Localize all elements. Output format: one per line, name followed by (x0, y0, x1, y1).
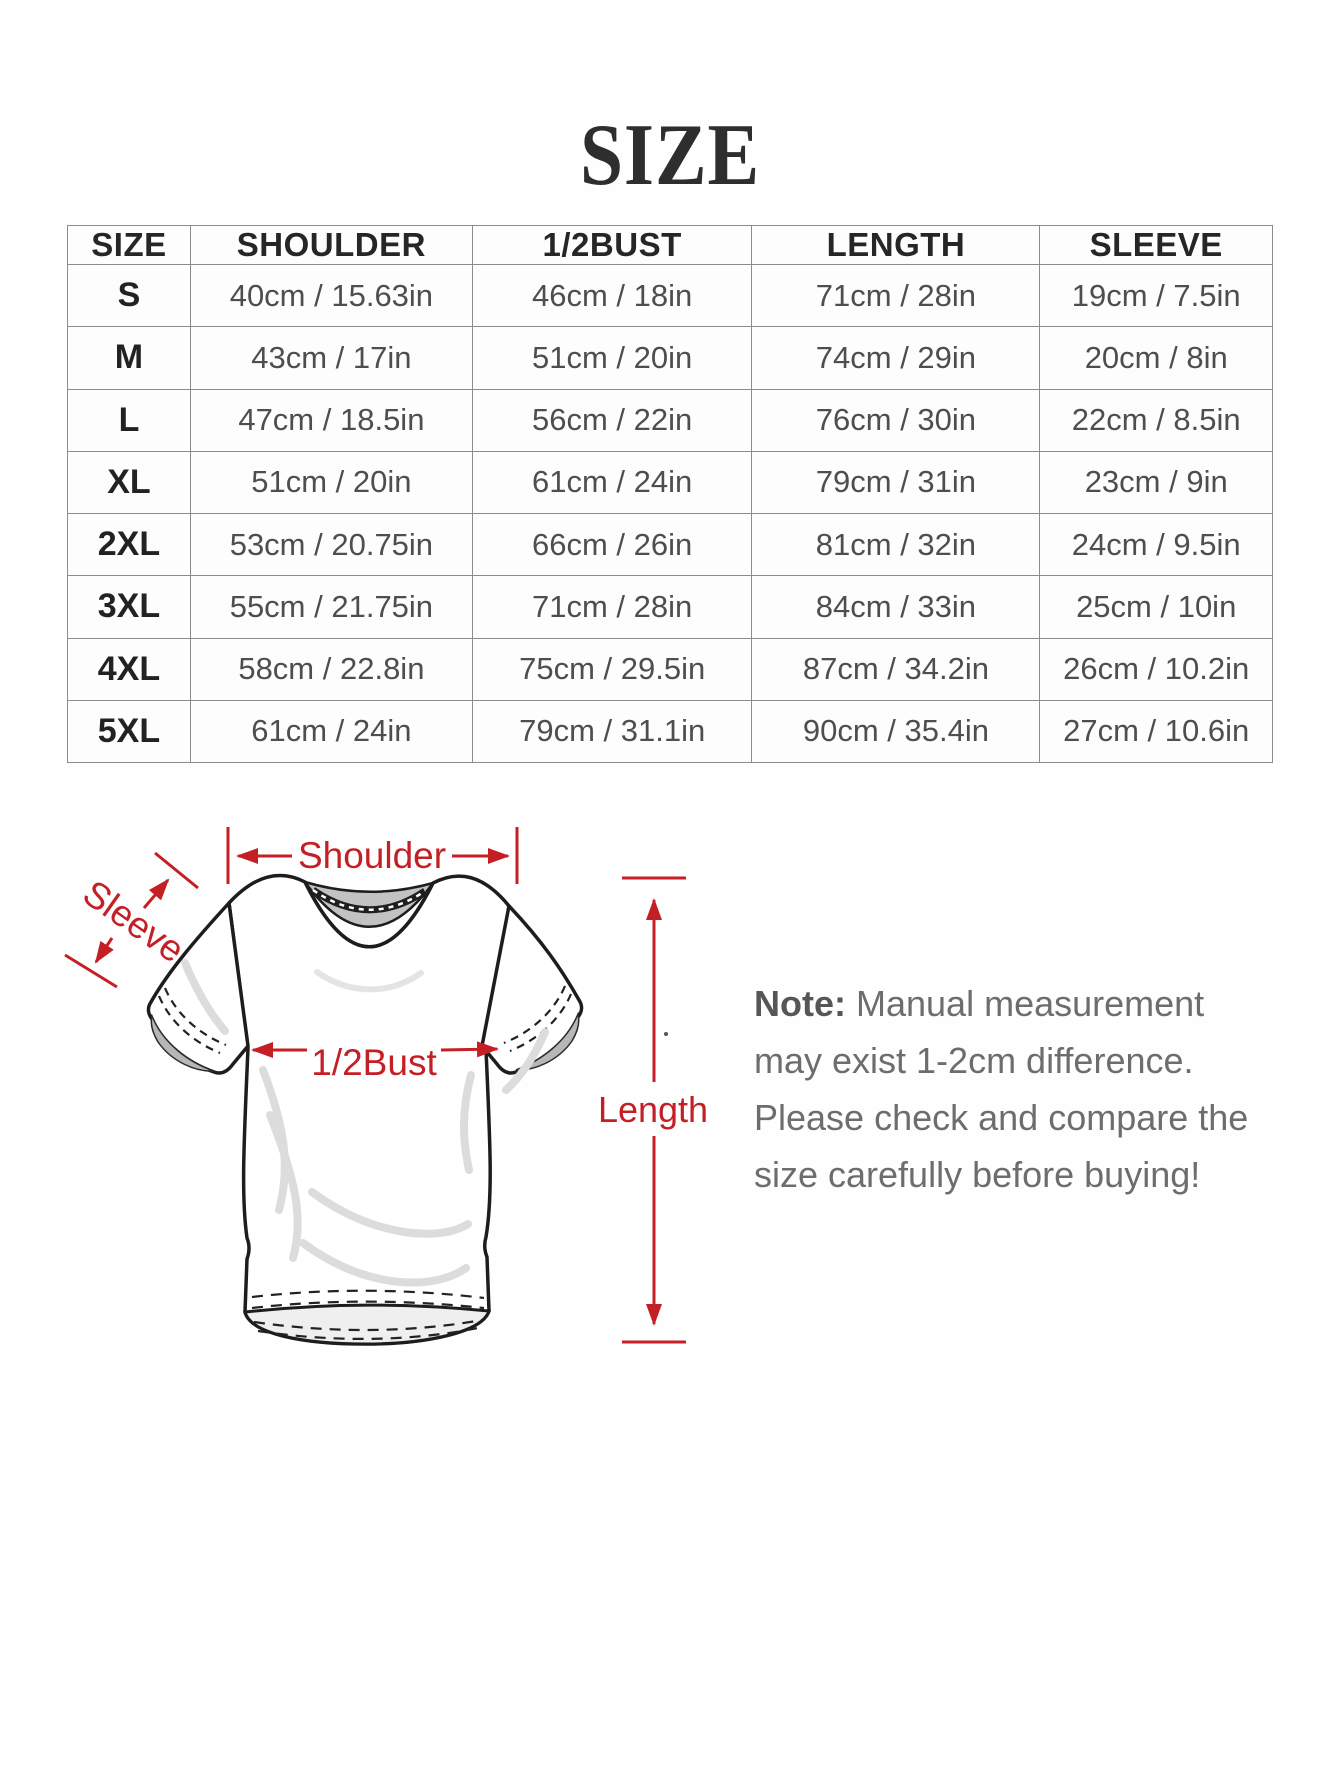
measurement-cell: 74cm / 29in (752, 327, 1040, 389)
size-cell: S (68, 265, 191, 327)
size-cell: L (68, 389, 191, 451)
column-header: 1/2BUST (472, 226, 752, 265)
table-row (68, 389, 1273, 451)
measurement-cell: 56cm / 22in (472, 389, 752, 451)
size-table (67, 225, 1273, 763)
measurement-cell: 46cm / 18in (472, 265, 752, 327)
table-row (68, 576, 1273, 638)
column-header: SIZE (68, 226, 191, 265)
table-row (68, 327, 1273, 389)
tshirt-measurement-diagram (40, 745, 740, 1425)
column-header: SHOULDER (190, 226, 472, 265)
measurement-cell: 79cm / 31.1in (472, 700, 752, 762)
measurement-cell: 87cm / 34.2in (752, 638, 1040, 700)
size-cell: 4XL (68, 638, 191, 700)
length-dimension (598, 878, 708, 1342)
measurement-cell: 47cm / 18.5in (190, 389, 472, 451)
size-cell: 5XL (68, 700, 191, 762)
column-header: SLEEVE (1040, 226, 1273, 265)
measurement-cell: 76cm / 30in (752, 389, 1040, 451)
column-header: LENGTH (752, 226, 1040, 265)
measurement-cell: 25cm / 10in (1040, 576, 1273, 638)
measurement-cell: 23cm / 9in (1040, 451, 1273, 513)
size-cell: M (68, 327, 191, 389)
measurement-cell: 90cm / 35.4in (752, 700, 1040, 762)
measurement-cell: 61cm / 24in (190, 700, 472, 762)
measurement-cell: 27cm / 10.6in (1040, 700, 1273, 762)
measurement-cell: 75cm / 29.5in (472, 638, 752, 700)
note-prefix: Note: (754, 983, 846, 1024)
table-row (68, 451, 1273, 513)
measurement-cell: 66cm / 26in (472, 514, 752, 576)
tshirt-illustration (148, 875, 581, 1344)
measurement-cell: 58cm / 22.8in (190, 638, 472, 700)
measurement-cell: 53cm / 20.75in (190, 514, 472, 576)
measurement-cell: 22cm / 8.5in (1040, 389, 1273, 451)
page-title: SIZE (579, 107, 761, 204)
note-body: Manual measurement may exist 1-2cm difference. Please check and compare the size carefully before buying! (754, 983, 1249, 1195)
measurement-cell: 55cm / 21.75in (190, 576, 472, 638)
size-table-body (68, 265, 1273, 763)
measurement-cell: 19cm / 7.5in (1040, 265, 1273, 327)
measurement-cell: 79cm / 31in (752, 451, 1040, 513)
shoulder-label: Shoulder (297, 835, 447, 876)
table-row (68, 638, 1273, 700)
measurement-note (754, 975, 1269, 1203)
measurement-cell: 51cm / 20in (472, 327, 752, 389)
size-cell: 2XL (68, 514, 191, 576)
size-cell: 3XL (68, 576, 191, 638)
measurement-cell: 43cm / 17in (190, 327, 472, 389)
bust-label: 1/2Bust (311, 1042, 437, 1083)
measurement-cell: 81cm / 32in (752, 514, 1040, 576)
measurement-cell: 40cm / 15.63in (190, 265, 472, 327)
measurement-cell: 20cm / 8in (1040, 327, 1273, 389)
measurement-cell: 84cm / 33in (752, 576, 1040, 638)
size-cell: XL (68, 451, 191, 513)
measurement-cell: 61cm / 24in (472, 451, 752, 513)
measurement-cell: 24cm / 9.5in (1040, 514, 1273, 576)
measurement-cell: 71cm / 28in (752, 265, 1040, 327)
length-label: Length (597, 1089, 709, 1130)
header-row (68, 226, 1273, 265)
measurement-cell: 51cm / 20in (190, 451, 472, 513)
measurement-cell: 26cm / 10.2in (1040, 638, 1273, 700)
measurement-cell: 71cm / 28in (472, 576, 752, 638)
table-row (68, 265, 1273, 327)
sleeve-label: Sleeve (75, 872, 192, 971)
table-row (68, 514, 1273, 576)
